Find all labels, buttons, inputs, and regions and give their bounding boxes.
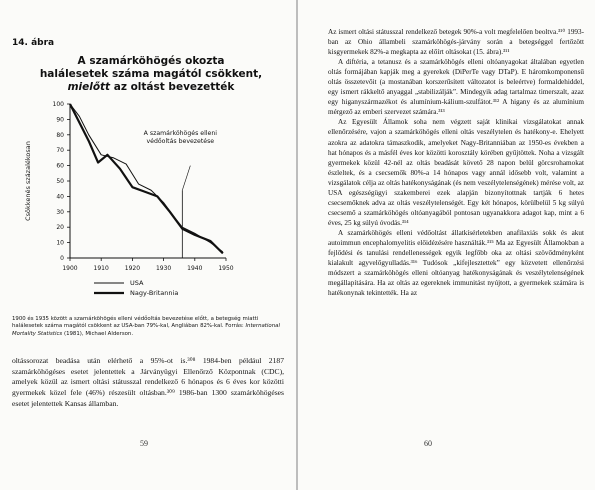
y-tick-label: 20 xyxy=(56,224,64,232)
caption-end: (1981), Michael Alderson. xyxy=(62,330,134,337)
x-tick-label: 1950 xyxy=(218,265,234,272)
x-tick-label: 1900 xyxy=(62,265,78,272)
y-axis-label: Csökkenés százalékosan xyxy=(24,141,32,221)
y-tick-label: 80 xyxy=(56,131,64,139)
chart-lines xyxy=(70,104,223,253)
series-line xyxy=(70,104,223,253)
figure-title-line3 xyxy=(20,81,282,94)
x-tick-label: 1940 xyxy=(187,265,203,272)
figure-caption xyxy=(12,316,282,338)
x-tick-label: 1910 xyxy=(93,265,109,272)
annotation-pointer xyxy=(182,166,190,191)
annotation-text: A szamárköhögés elleni xyxy=(143,129,217,137)
y-tick-label: 60 xyxy=(56,162,64,170)
x-tick-label: 1930 xyxy=(155,265,172,272)
right-body-text xyxy=(328,27,584,298)
figure-title xyxy=(20,55,282,94)
figure-title-line2: halálesetek száma magától csökkent, xyxy=(39,68,263,80)
y-tick-label: 90 xyxy=(56,116,64,124)
annotation-text: védőoltás bevezetése xyxy=(146,137,215,145)
y-tick-label: 40 xyxy=(56,193,64,201)
series-line xyxy=(70,104,223,252)
y-tick-label: 50 xyxy=(56,178,64,185)
y-tick-label: 100 xyxy=(52,101,64,108)
paragraph: A szamárköhögés elleni védőoltást állatkísérletekben anafilaxiás sokk és akut autoimmun encephalomyelitis előidézésére használták.³¹⁵ Ma az Egyesült Államokban a fejlődési és tanulási rendellenességek egyik legfőbb oka az oltási szövődményként kialakult agyvelőgyulladás.³¹⁶ Tudósok „kifejlesztettek” egy közvetett ellenőrzési módszert a szamárköhögés elleni oltóanyag hatékonyságának és veszélytelenségének megállapítására. Ha az oltás az egereknek immunitást nyújtott, a gyermekek számára is hatékonynak tekintették. Ha az xyxy=(328,228,584,298)
paragraph: Az Egyesült Államok soha nem végzett saját klinikai vizsgálatokat annak ellenőrzésére, vajon a szamárköhögés elleni oltás veszélytelen és hatékony-e. Ehelyett azokra az adatokra támaszkodik, amelyeket Nagy-Britanniában az 1950-es években a hat hónapos és a másfél éves kor közötti korosztály körében gyűjtöttek. Noha a vizsgált gyermekek közül 42-nél az oltás beadását követő 28 napon belül görcsrohamokat észleltek, és a csecsemők 80%-a 14 hónapos vagy annál idősebb volt, valamint a vizsgálatok célja az oltás hatékonyságának (és nem veszélytelenségének) mérése volt, az USA egészségügyi szakemberei ezek alapján bizonyítottnak tartják 6 hetes csecsemőknek adva az oltás veszélytelenségét. Egy két hónapos, körülbelül 5 kg súlyú csecsemő a szamárköhögés oltóanyagából pontosan ugyanakkora adagot kap, mint a 6 éves, 25 kg súlyú óvodás.³¹⁴ xyxy=(328,118,584,227)
x-tick-label: 1920 xyxy=(124,265,141,272)
figure-title-line1: A szamárköhögés okozta xyxy=(77,55,225,67)
caption-source: International Mortality Statistics xyxy=(12,323,280,337)
paragraph: A diftéria, a tetanusz és a szamárköhögés elleni oltóanyagokat általában egyetlen oltás formájában kapják meg a gyerekek (DiPerTe vagy DTaP). E háromkomponensű oltás összetevőit (a mostanában korszerűsített változatot is beleértve) formaldehiddel, egy ismert rákkeltő anyaggal „stabilizálják”. Mindegyik adag tartalmaz timerszalt, azaz egy higanyszármazékot és alumínium-kálium-szulfátot.³¹² A higany és az alumínium mérgező az emberi szervezet számára.³¹³ xyxy=(328,58,584,117)
page-number-right: 60 xyxy=(424,439,432,448)
paragraph: Az ismert oltási státusszal rendelkező betegek 90%-a volt megfelelően beoltva.³¹⁰ 1993-ban az Ohio állambeli szamárköhögés-járvány során a betegséggel fertőzött kisgyermekek 82%-a megkapta az előírt oltásokat (15. ábra).³¹¹ xyxy=(328,28,584,57)
y-tick-label: 70 xyxy=(56,147,64,155)
figure-label: 14. ábra xyxy=(12,38,55,48)
y-tick-label: 0 xyxy=(60,255,64,262)
caption-text: 1900 és 1935 között a szamárköhögés elleni védőoltás bevezetése előtt, a betegség miatti halálesetek száma magától csökkent az USA-ban 79%-kal, Angliában 82%-kal. Forrás: xyxy=(12,316,259,330)
page-number-left: 59 xyxy=(140,439,148,448)
right-page xyxy=(298,0,595,490)
mortality-line-chart xyxy=(6,96,286,308)
figure-title-line3-rest: az oltást bevezették xyxy=(110,81,235,93)
chart-legend xyxy=(94,279,178,297)
legend-label: USA xyxy=(130,279,144,287)
figure-title-emphasis: mielőtt xyxy=(67,81,111,93)
y-tick-label: 10 xyxy=(56,239,64,247)
legend-label: Nagy-Britannia xyxy=(130,289,179,297)
y-tick-label: 30 xyxy=(56,208,64,216)
left-page xyxy=(0,0,296,490)
left-body-text: oltássorozat beadása után elérhető a 95%-ot is.³⁰⁸ 1984-ben például 2187 szamárköhögéses esetet jelentettek a Járványügyi Ellenőrző Központnak (CDC), amelyek közül az ismert oltási státusszal rendelkező 6 hónapos és 6 éves kor közötti gyermekek közel fele (46%) részesült oltásban.³⁰⁹ 1986-ban 1300 szamárköhögéses esetet jelentettek Kansas államban. xyxy=(12,356,284,408)
